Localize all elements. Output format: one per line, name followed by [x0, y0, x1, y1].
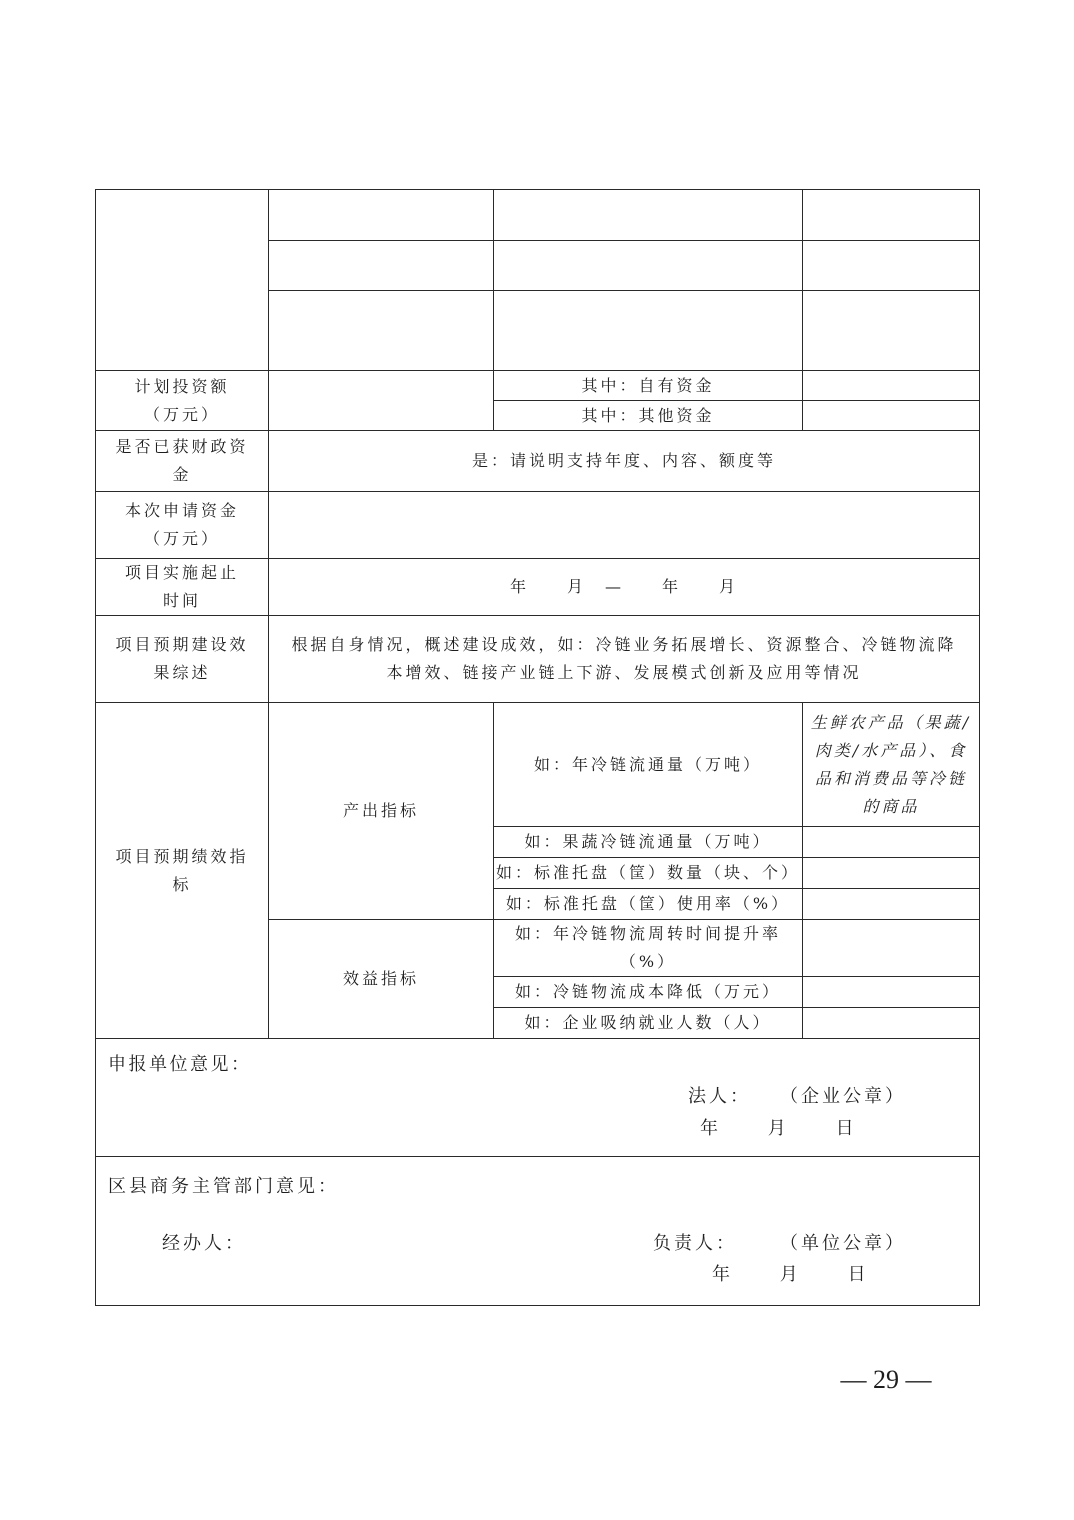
- other-funds-label: [494, 401, 803, 431]
- label-line: 计划投资额: [134, 376, 230, 396]
- blank-cell: [494, 291, 803, 371]
- note-line: 肉类/水产品）、食: [814, 740, 968, 760]
- note-line: 生鲜农产品（果蔬/: [810, 712, 972, 732]
- page-number: — 29 —: [840, 1365, 932, 1394]
- application-form-table: [95, 189, 980, 1306]
- implementation-period-hint: [269, 559, 980, 616]
- indicator-value-cell: [803, 920, 980, 977]
- indicator-value-cell: [803, 827, 980, 858]
- blank-cell: [803, 291, 980, 371]
- indicator-item: [494, 1008, 803, 1039]
- label-line: 项目预期绩效指: [115, 846, 249, 866]
- indicator-value-cell: [803, 889, 980, 920]
- fiscal-funds-row: [96, 431, 980, 492]
- blank-cell: [803, 190, 980, 241]
- indicator-text: （%）: [619, 952, 677, 971]
- own-funds-text: 其中：自有资金: [581, 375, 715, 395]
- indicator-item: [494, 977, 803, 1008]
- performance-row: [96, 703, 980, 827]
- indicator-item: [494, 858, 803, 889]
- blank-cell: [269, 241, 494, 291]
- indicator-value-cell: [803, 977, 980, 1008]
- label-line: 是否已获财政资: [115, 437, 249, 456]
- indicator-item: [494, 889, 803, 920]
- applicant-opinion-box: [96, 1040, 979, 1156]
- fiscal-funds-label: [96, 431, 269, 492]
- benefit-indicator-text: 效益指标: [342, 969, 419, 988]
- label-line: 项目预期建设效: [115, 635, 249, 654]
- investment-row: [96, 371, 980, 401]
- applicant-opinion-title: 申报单位意见：: [108, 1053, 252, 1075]
- indicator-text: 如：果蔬冷链流通量（万吨）: [524, 832, 772, 851]
- indicator-item: [494, 920, 803, 977]
- indicator-item: [494, 827, 803, 858]
- indicator-value-cell: [803, 858, 980, 889]
- own-funds-value-cell: [803, 371, 980, 401]
- indicator-text: 如：企业吸纳就业人数（人）: [524, 1013, 772, 1032]
- label-line: （万元）: [143, 529, 220, 548]
- legal-person-label: 法人：: [688, 1085, 751, 1107]
- indicator-text: 如：标准托盘（筐）使用率（%）: [505, 894, 791, 913]
- note-line: 的商品: [862, 796, 920, 816]
- applicant-opinion-row: [96, 1039, 980, 1157]
- company-seal-label: （企业公章）: [780, 1085, 906, 1107]
- label-line: 果综述: [153, 663, 211, 682]
- construction-effect-label: [96, 616, 269, 703]
- performance-label: [96, 703, 269, 1039]
- output-indicator-label: [269, 703, 494, 920]
- note-line: 品和消费品等冷链: [814, 768, 967, 788]
- indicator-value-cell: [803, 1008, 980, 1039]
- fiscal-funds-hint-text: 是：请说明支持年度、内容、额度等: [471, 451, 776, 470]
- blank-cell: [803, 241, 980, 291]
- district-opinion-cell: [96, 1157, 980, 1306]
- label-line: 标: [172, 874, 192, 894]
- indicator-text: 如：冷链物流成本降低（万元）: [514, 982, 781, 1001]
- requested-funds-value-cell: [269, 492, 980, 559]
- label-line: 时间: [162, 591, 201, 610]
- construction-effect-row: [96, 616, 980, 703]
- other-funds-text: 其中：其他资金: [581, 405, 715, 425]
- blank-label-cell: [96, 190, 269, 371]
- district-opinion-row: [96, 1157, 980, 1306]
- requested-funds-row: [96, 492, 980, 559]
- indicator-note: [803, 703, 980, 827]
- applicant-date: 年 月 日: [700, 1117, 859, 1139]
- implementation-period-row: [96, 559, 980, 616]
- indicator-text: 如：标准托盘（筐）数量（块、个）: [495, 863, 800, 882]
- benefit-indicator-label: [269, 920, 494, 1039]
- label-line: 本次申请资金: [124, 501, 239, 520]
- fiscal-funds-hint: [269, 431, 980, 492]
- district-opinion-box: [96, 1158, 979, 1305]
- responsible-person-label: 负责人：: [653, 1232, 737, 1254]
- table-row: [96, 190, 980, 241]
- blank-cell: [269, 190, 494, 241]
- label-line: 金: [172, 465, 192, 484]
- construction-effect-hint: [269, 616, 980, 703]
- output-indicator-text: 产出指标: [342, 801, 419, 820]
- indicator-text: 如：年冷链物流周转时间提升率: [514, 924, 781, 943]
- requested-funds-label: [96, 492, 269, 559]
- applicant-opinion-cell: [96, 1039, 980, 1157]
- own-funds-label: [494, 371, 803, 401]
- label-line: 项目实施起止: [124, 563, 239, 582]
- investment-label: [96, 371, 269, 431]
- handler-label: 经办人：: [162, 1232, 246, 1254]
- other-funds-value-cell: [803, 401, 980, 431]
- hint-line: 本增效、链接产业链上下游、发展模式创新及应用等情况: [386, 663, 862, 682]
- blank-cell: [494, 190, 803, 241]
- blank-cell: [494, 241, 803, 291]
- unit-seal-label: （单位公章）: [780, 1232, 906, 1254]
- indicator-item: [494, 703, 803, 827]
- hint-line: 根据自身情况，概述建设成效，如：冷链业务拓展增长、资源整合、冷链物流降: [291, 635, 957, 654]
- label-line: （万元）: [143, 404, 220, 424]
- indicator-text: 如：年冷链流通量（万吨）: [533, 754, 762, 774]
- district-date: 年 月 日: [712, 1263, 871, 1285]
- implementation-period-label: [96, 559, 269, 616]
- period-hint-text: 年 月 — 年 月: [509, 577, 738, 596]
- district-opinion-title: 区县商务主管部门意见：: [108, 1175, 339, 1197]
- blank-cell: [269, 291, 494, 371]
- investment-value-cell: [269, 371, 494, 431]
